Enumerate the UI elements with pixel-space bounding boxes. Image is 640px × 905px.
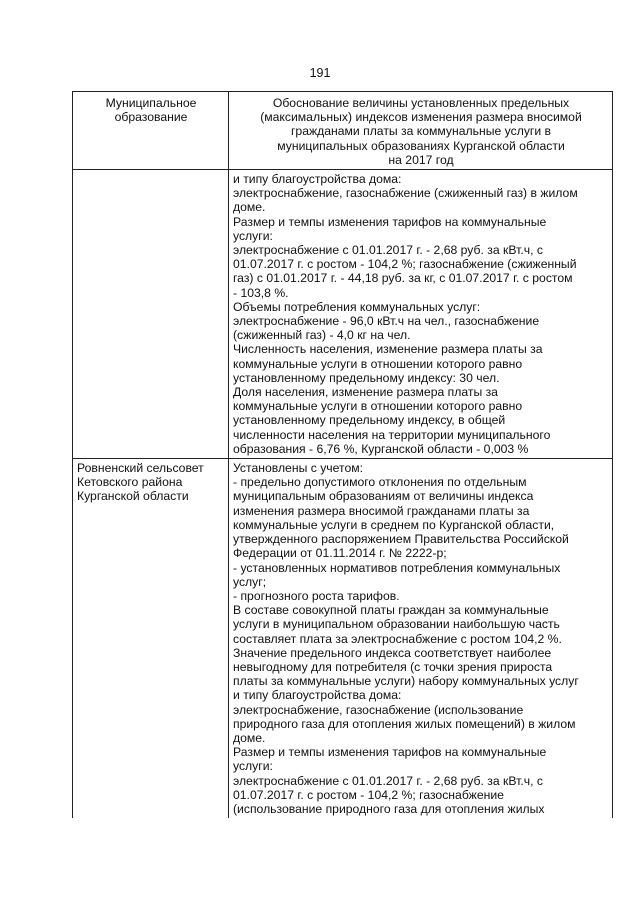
text-line: услуг;: [233, 574, 267, 589]
header-justification: [229, 92, 613, 170]
text-line: электроснабжение, газоснабжение (использование: [233, 702, 524, 717]
text-line: 01.07.2017 г. с ростом - 104,2 %; газоснабжение: [233, 787, 504, 802]
justification-cell: [229, 170, 613, 459]
text-line: Установлены с учетом:: [233, 461, 363, 476]
text-line: - 103,8 %.: [233, 285, 289, 300]
text-line: образования - 6,76 %, Курганской области - 0,003 %: [233, 441, 529, 456]
text-line: и типу благоустройства дома:: [233, 688, 402, 703]
text-line: Федерации от 01.11.2014 г. № 2222-р;: [233, 546, 447, 561]
text-line: муниципальным образованиям от величины индекса: [233, 489, 534, 504]
text-line: электроснабжение - 96,0 кВт.ч на чел., газоснабжение: [233, 314, 540, 329]
table-row: [73, 459, 613, 819]
text-line: платы за коммунальные услуги) набору коммунальных услуг: [233, 674, 579, 689]
municipality-cell: [73, 170, 229, 459]
text-line: электроснабжение с 01.01.2017 г. - 2,68 руб. за кВт.ч, с: [233, 773, 543, 788]
table-header-row: [73, 92, 613, 170]
text-line: 01.07.2017 г. с ростом - 104,2 %; газоснабжение (сжиженный: [233, 257, 577, 272]
text-line: услуги:: [233, 228, 273, 243]
text-line: установленному предельному индексу, в общей: [233, 413, 506, 428]
text-line: В составе совокупной платы граждан за коммунальные: [233, 603, 549, 618]
text-line: численности населения на территории муниципального: [233, 427, 551, 442]
text-line: Значение предельного индекса соответствует наиболее: [233, 645, 552, 660]
text-line: Численность населения, изменение размера платы за: [233, 342, 543, 357]
text-line: составляет плата за электроснабжение с ростом 104,2 %.: [233, 631, 562, 646]
municipality-cell: [73, 459, 229, 819]
text-line: на 2017 год: [388, 152, 454, 167]
text-line: услуги:: [233, 759, 273, 774]
text-line: - установленных нормативов потребления коммунальных: [233, 560, 561, 575]
text-line: изменения размера вносимой гражданами платы за: [233, 503, 530, 518]
text-line: образование: [114, 110, 188, 125]
text-line: - прогнозного роста тарифов.: [233, 588, 400, 603]
justification-table: [72, 91, 613, 818]
justification-cell: [229, 459, 613, 819]
text-line: Муниципальное: [105, 96, 197, 110]
text-line: (использование природного газа для отопления жилых: [233, 801, 545, 816]
text-line: Ровненский сельсовет: [77, 461, 204, 476]
text-line: Кетовского района: [77, 475, 183, 490]
text-line: Доля населения, изменение размера платы за: [233, 385, 498, 400]
text-line: услуги в муниципальном образовании наибольшую часть: [233, 617, 560, 632]
text-line: коммунальные услуги в отношении которого равно: [233, 399, 523, 414]
text-line: Обоснование величины установленных предельных: [272, 96, 570, 110]
text-line: электроснабжение, газоснабжение (сжиженный газ) в жилом: [233, 186, 578, 201]
text-line: электроснабжение с 01.01.2017 г. - 2,68 руб. за кВт.ч, с: [233, 243, 543, 258]
header-municipality: [73, 92, 229, 170]
text-line: природного газа для отопления жилых помещений) в жилом: [233, 716, 576, 731]
text-line: невыгодному для потребителя (с точки зрения прироста: [233, 659, 553, 674]
table-row: [73, 170, 613, 459]
text-line: утвержденного распоряжением Правительства Российской: [233, 532, 569, 547]
text-line: установленному предельному индексу: 30 чел.: [233, 370, 500, 385]
text-line: (сжиженный газ) - 4,0 кг на чел.: [233, 328, 411, 343]
text-line: коммунальные услуги в отношении которого равно: [233, 356, 523, 371]
text-line: муниципальных образованиях Курганской области: [277, 138, 565, 153]
text-line: коммунальные услуги в среднем по Курганской области,: [233, 517, 555, 532]
text-line: гражданами платы за коммунальные услуги в: [290, 124, 552, 139]
text-line: Размер и темпы изменения тарифов на коммунальные: [233, 745, 547, 760]
text-line: Размер и темпы изменения тарифов на коммунальные: [233, 214, 547, 229]
text-line: (максимальных) индексов изменения размера вносимой: [260, 110, 582, 125]
text-line: Курганской области: [77, 489, 189, 504]
text-line: - предельно допустимого отклонения по отдельным: [233, 475, 527, 490]
text-line: Объемы потребления коммунальных услуг:: [233, 299, 481, 314]
text-line: газ) с 01.01.2017 г. - 44,18 руб. за кг, с 01.07.2017 г. с ростом: [233, 271, 573, 286]
text-line: и типу благоустройства дома:: [233, 172, 402, 187]
text-line: доме.: [233, 730, 266, 745]
text-line: доме.: [233, 200, 266, 215]
page-number: 191: [309, 66, 331, 80]
